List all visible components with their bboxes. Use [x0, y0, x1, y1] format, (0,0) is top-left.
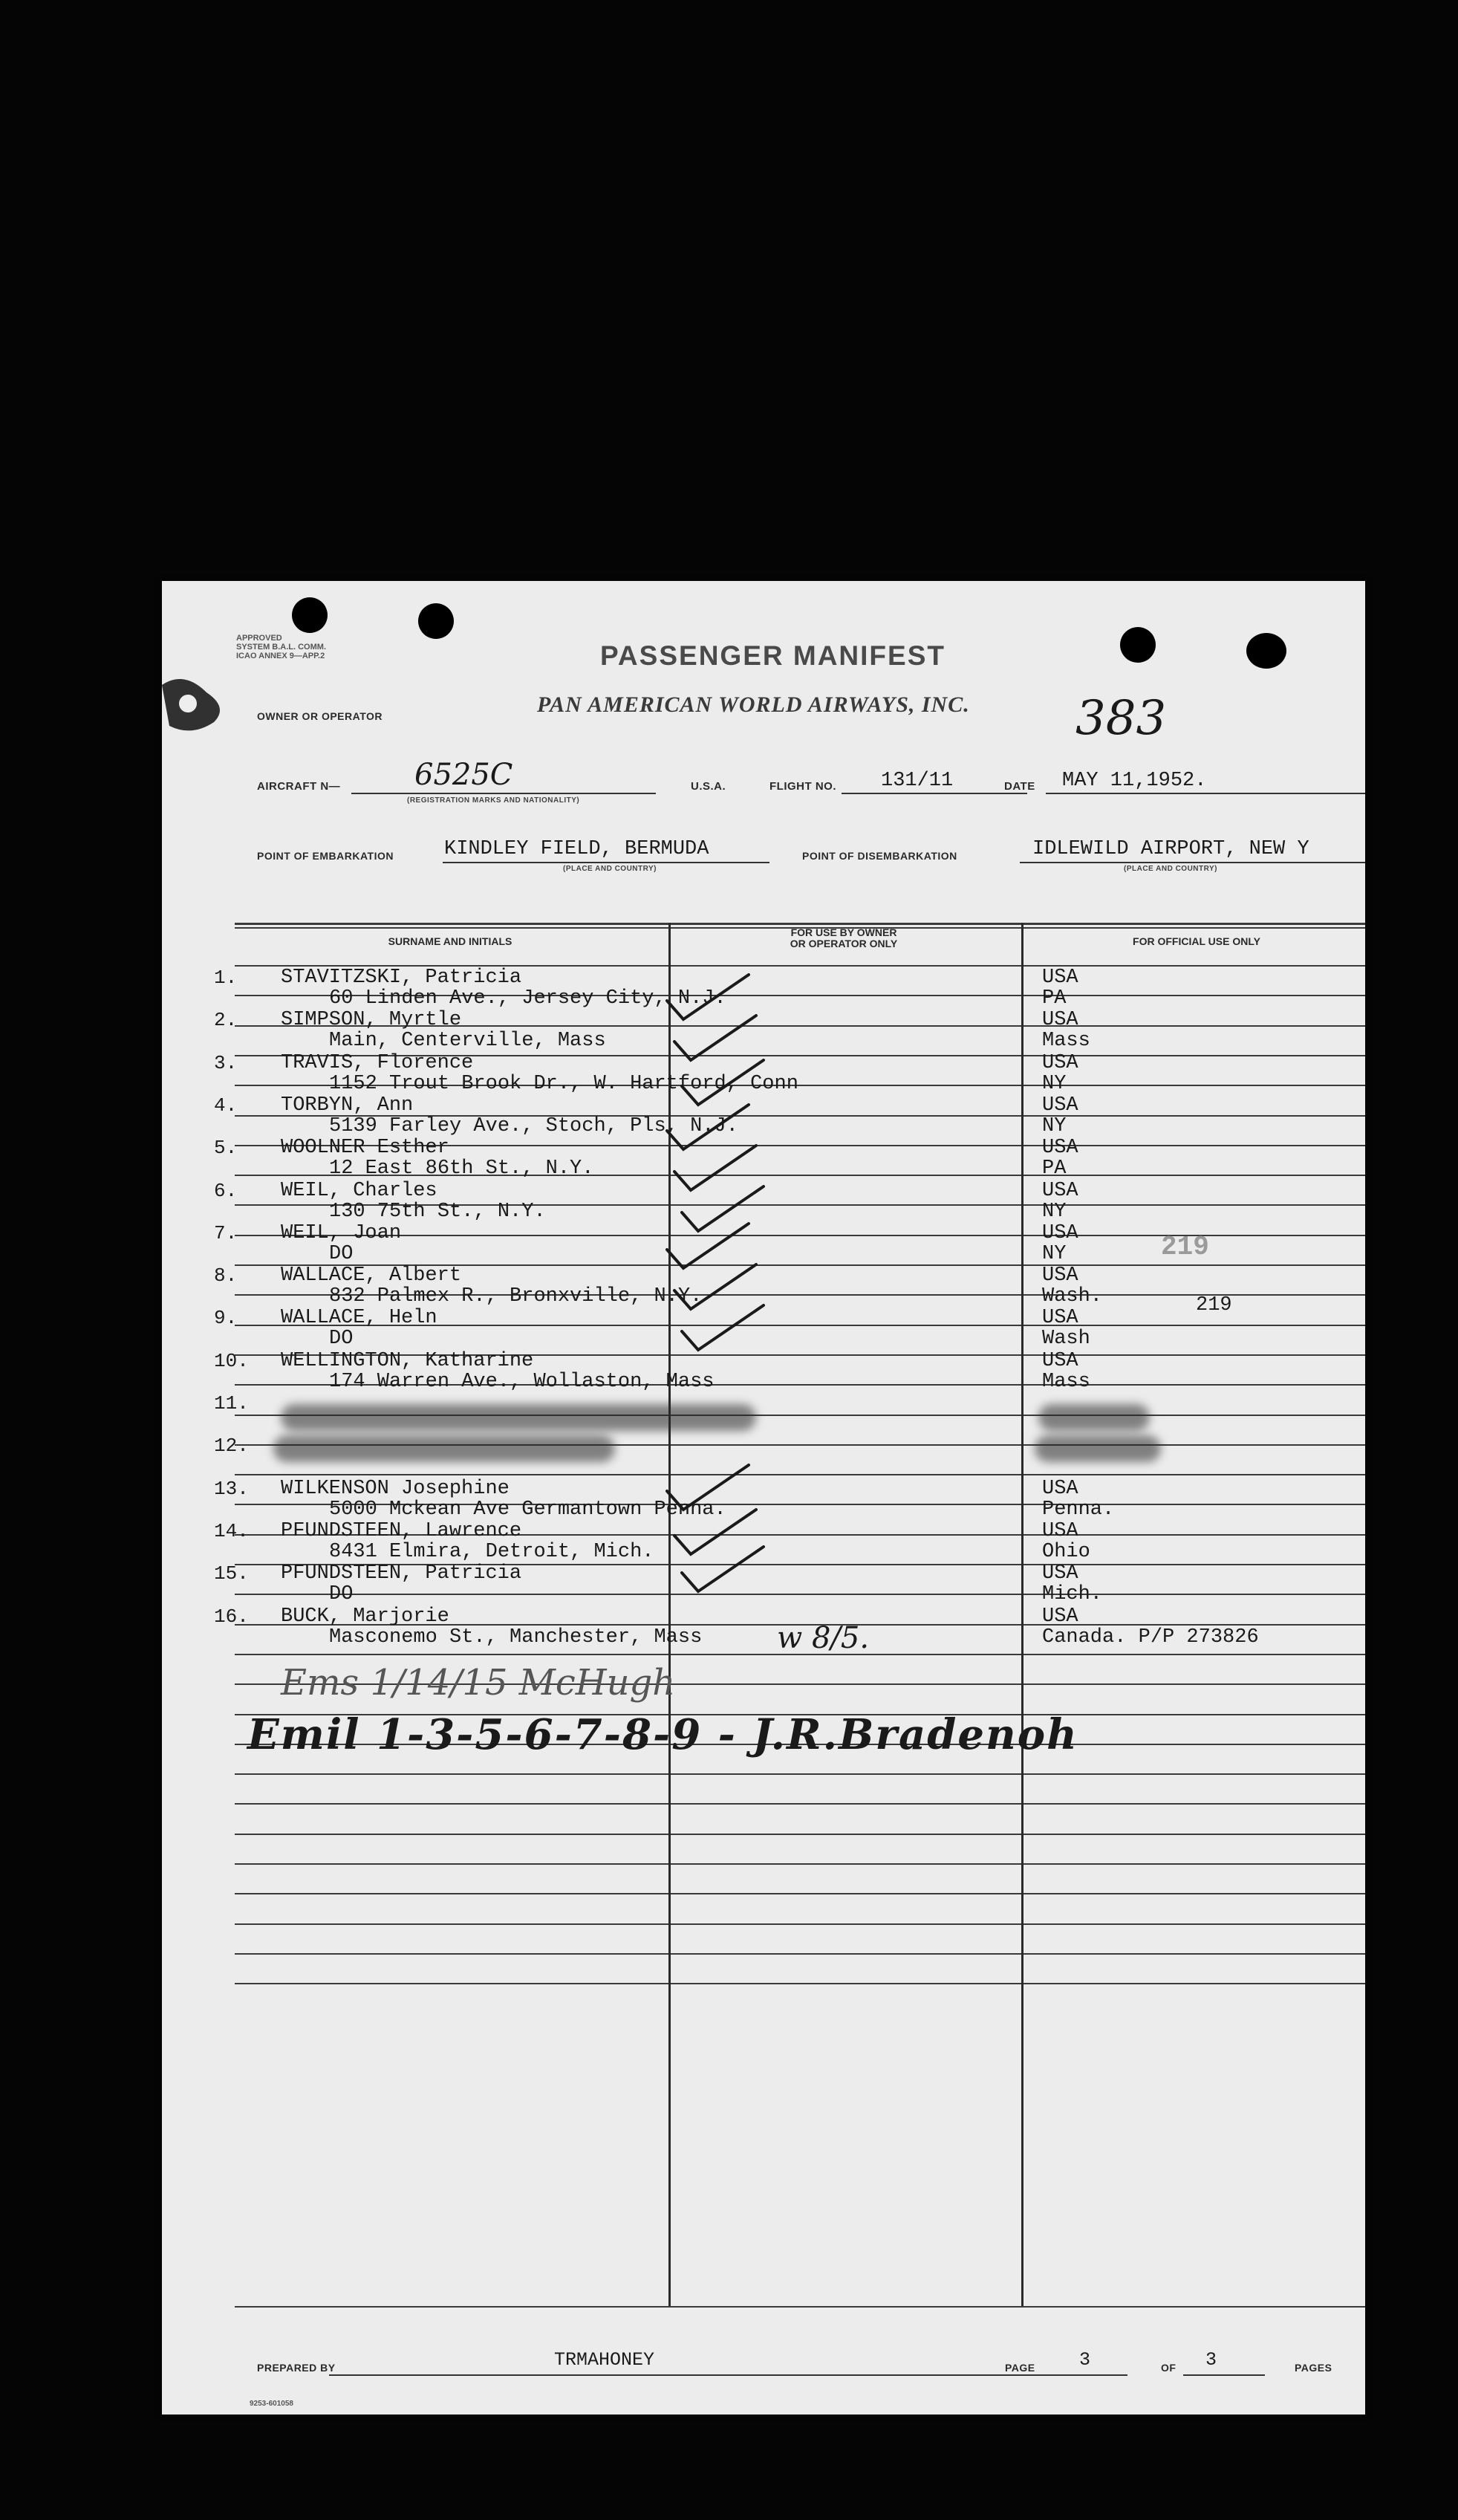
passenger-address: DO: [329, 1242, 354, 1265]
aircraft-sub: (REGISTRATION MARKS AND NATIONALITY): [407, 796, 580, 805]
official-nationality: USA: [1042, 1137, 1078, 1160]
row-number: 7.: [214, 1221, 238, 1244]
check-mark: [667, 975, 749, 1019]
flight-value: 131/11: [881, 770, 954, 792]
embark-label: POINT OF EMBARKATION: [257, 850, 394, 862]
handwritten-number: 383: [1075, 691, 1167, 746]
official-state: Ohio: [1042, 1540, 1090, 1563]
owner-label: OWNER OR OPERATOR: [257, 710, 383, 722]
row-number: 8.: [214, 1264, 238, 1287]
passenger-address: 1152 Trout Brook Dr., W. Hartford, Conn: [329, 1072, 798, 1095]
signature-line-2: Emil 1-3-5-6-7-8-9 - J.R.Bradenoh: [247, 1710, 1078, 1759]
passenger-name: WEIL, Joan: [281, 1221, 402, 1244]
official-state: Penna.: [1042, 1498, 1115, 1521]
note-w-8-5: w 8/5.: [777, 1621, 870, 1655]
official-nationality: USA: [1042, 1009, 1078, 1032]
flight-label: FLIGHT NO.: [769, 780, 836, 793]
typed-219: 219: [1196, 1294, 1232, 1316]
row-number: 12.: [214, 1435, 249, 1458]
prepared-value: TRMAHONEY: [554, 2349, 655, 2371]
check-mark: [674, 1146, 756, 1190]
prepared-label: PREPARED BY: [257, 2362, 336, 2374]
official-state: Canada. P/P 273826: [1042, 1626, 1259, 1649]
row-number: 10.: [214, 1349, 249, 1372]
form-code: 9253-601058: [250, 2400, 293, 2408]
check-mark: [667, 1224, 749, 1268]
passenger-address: 8431 Elmira, Detroit, Mich.: [329, 1540, 654, 1563]
passenger-address: Main, Centerville, Mass: [329, 1030, 606, 1053]
page-label: PAGE: [1005, 2362, 1035, 2374]
signature-line-1: Ems 1/14/15 McHugh: [281, 1662, 676, 1704]
passenger-address: 5000 Mckean Ave Germantown Penna.: [329, 1498, 726, 1521]
official-state: NY: [1042, 1200, 1067, 1223]
passenger-address: DO: [329, 1328, 354, 1351]
approval-line-3: ICAO ANNEX 9—APP.2: [236, 652, 325, 660]
check-mark: [667, 1105, 749, 1149]
embark-value: KINDLEY FIELD, BERMUDA: [444, 838, 709, 860]
official-nationality: USA: [1042, 1221, 1078, 1244]
row-number: 16.: [214, 1605, 249, 1628]
official-nationality: USA: [1042, 1562, 1078, 1585]
official-nationality: USA: [1042, 1179, 1078, 1202]
check-mark: [674, 1016, 756, 1060]
row-number: 2.: [214, 1009, 238, 1032]
official-state: PA: [1042, 987, 1067, 1010]
passenger-address: 60 Linden Ave., Jersey City, N.J.: [329, 987, 726, 1010]
official-state: PA: [1042, 1157, 1067, 1181]
disembark-value: IDLEWILD AIRPORT, NEW Y: [1032, 838, 1309, 860]
passenger-name: WILKENSON Josephine: [281, 1477, 510, 1500]
official-nationality: USA: [1042, 1349, 1078, 1372]
passenger-address: 12 East 86th St., N.Y.: [329, 1157, 594, 1181]
passenger-name: PFUNDSTEEN, Patricia: [281, 1562, 522, 1585]
disembark-sub: (PLACE AND COUNTRY): [1124, 865, 1217, 873]
prepared-underline: [329, 2374, 1079, 2376]
official-nationality: USA: [1042, 1307, 1078, 1330]
page-value: 3: [1079, 2349, 1091, 2371]
row-number: 4.: [214, 1094, 238, 1117]
passenger-name: SIMPSON, Myrtle: [281, 1009, 462, 1032]
passenger-name: WALLACE, Albert: [281, 1264, 462, 1287]
pages-label: PAGES: [1295, 2362, 1332, 2374]
row-number: 9.: [214, 1307, 238, 1330]
check-mark: [682, 1186, 764, 1231]
passenger-name: WELLINGTON, Katharine: [281, 1349, 534, 1372]
check-mark: [682, 1305, 764, 1350]
col-header-operator-1: FOR USE BY OWNER: [790, 926, 897, 938]
stamp-219: 219: [1161, 1232, 1209, 1262]
manifest-sheet: [162, 581, 1365, 2415]
form-title: PASSENGER MANIFEST: [600, 640, 946, 671]
col-header-operator-2: OR OPERATOR ONLY: [790, 938, 898, 949]
of-underline: [1183, 2374, 1265, 2376]
row-number: 5.: [214, 1137, 238, 1160]
approval-line-2: SYSTEM B.A.L. COMM.: [236, 643, 326, 652]
passenger-address: 174 Warren Ave., Wollaston, Mass: [329, 1370, 715, 1393]
check-mark: [674, 1510, 756, 1554]
passenger-address: DO: [329, 1583, 354, 1606]
approval-line-1: APPROVED: [236, 634, 282, 643]
official-state: Mass: [1042, 1030, 1090, 1053]
passenger-name: WEIL, Charles: [281, 1179, 437, 1202]
row-number: 13.: [214, 1477, 249, 1500]
official-nationality: USA: [1042, 1519, 1078, 1542]
official-nationality: USA: [1042, 1051, 1078, 1074]
date-value: MAY 11,1952.: [1062, 770, 1207, 792]
embark-sub: (PLACE AND COUNTRY): [563, 865, 657, 873]
check-mark: [667, 1465, 749, 1510]
check-marks-layer: [162, 581, 1365, 2415]
passenger-name: PFUNDSTEEN, Lawrence: [281, 1519, 522, 1542]
official-nationality: USA: [1042, 1477, 1078, 1500]
airline-name: PAN AMERICAN WORLD AIRWAYS, INC.: [537, 692, 970, 717]
passenger-address: 130 75th St., N.Y.: [329, 1200, 546, 1223]
official-state: NY: [1042, 1072, 1067, 1095]
official-nationality: USA: [1042, 1094, 1078, 1117]
official-state: Wash.: [1042, 1285, 1103, 1308]
passenger-name: STAVITZSKI, Patricia: [281, 967, 522, 989]
of-value: 3: [1205, 2349, 1217, 2371]
row-number: 15.: [214, 1562, 249, 1585]
passenger-name: WOOLNER Esther: [281, 1137, 449, 1160]
check-mark: [674, 1264, 756, 1309]
date-label: DATE: [1004, 780, 1035, 793]
official-state: Mich.: [1042, 1583, 1103, 1606]
page-underline: [1038, 2374, 1127, 2376]
passenger-name: TORBYN, Ann: [281, 1094, 414, 1117]
row-number: 14.: [214, 1519, 249, 1542]
row-number: 6.: [214, 1179, 238, 1202]
disembark-label: POINT OF DISEMBARKATION: [802, 850, 957, 862]
passenger-name: TRAVIS, Florence: [281, 1051, 474, 1074]
of-label: OF: [1161, 2362, 1177, 2374]
passenger-address: 832 Palmex R., Bronxville, N.Y.: [329, 1285, 703, 1308]
passenger-address: Masconemo St., Manchester, Mass: [329, 1626, 703, 1649]
col-header-name: SURNAME AND INITIALS: [388, 935, 512, 947]
passenger-name: WALLACE, Heln: [281, 1307, 437, 1330]
passenger-address: 5139 Farley Ave., Stoch, Pls, N.J.: [329, 1114, 738, 1137]
check-mark: [682, 1060, 764, 1105]
row-number: 11.: [214, 1392, 249, 1415]
official-nationality: USA: [1042, 1264, 1078, 1287]
official-state: Wash: [1042, 1328, 1090, 1351]
aircraft-value: 6525C: [414, 758, 513, 792]
official-nationality: USA: [1042, 967, 1078, 989]
official-state: Mass: [1042, 1370, 1090, 1393]
official-nationality: USA: [1042, 1605, 1078, 1628]
passenger-name: BUCK, Marjorie: [281, 1605, 449, 1628]
row-number: 1.: [214, 967, 238, 989]
aircraft-label: AIRCRAFT N—: [257, 780, 341, 793]
col-header-official: FOR OFFICIAL USE ONLY: [1133, 935, 1260, 947]
row-number: 3.: [214, 1051, 238, 1074]
official-state: NY: [1042, 1114, 1067, 1137]
official-state: NY: [1042, 1242, 1067, 1265]
country-label: U.S.A.: [691, 780, 726, 793]
